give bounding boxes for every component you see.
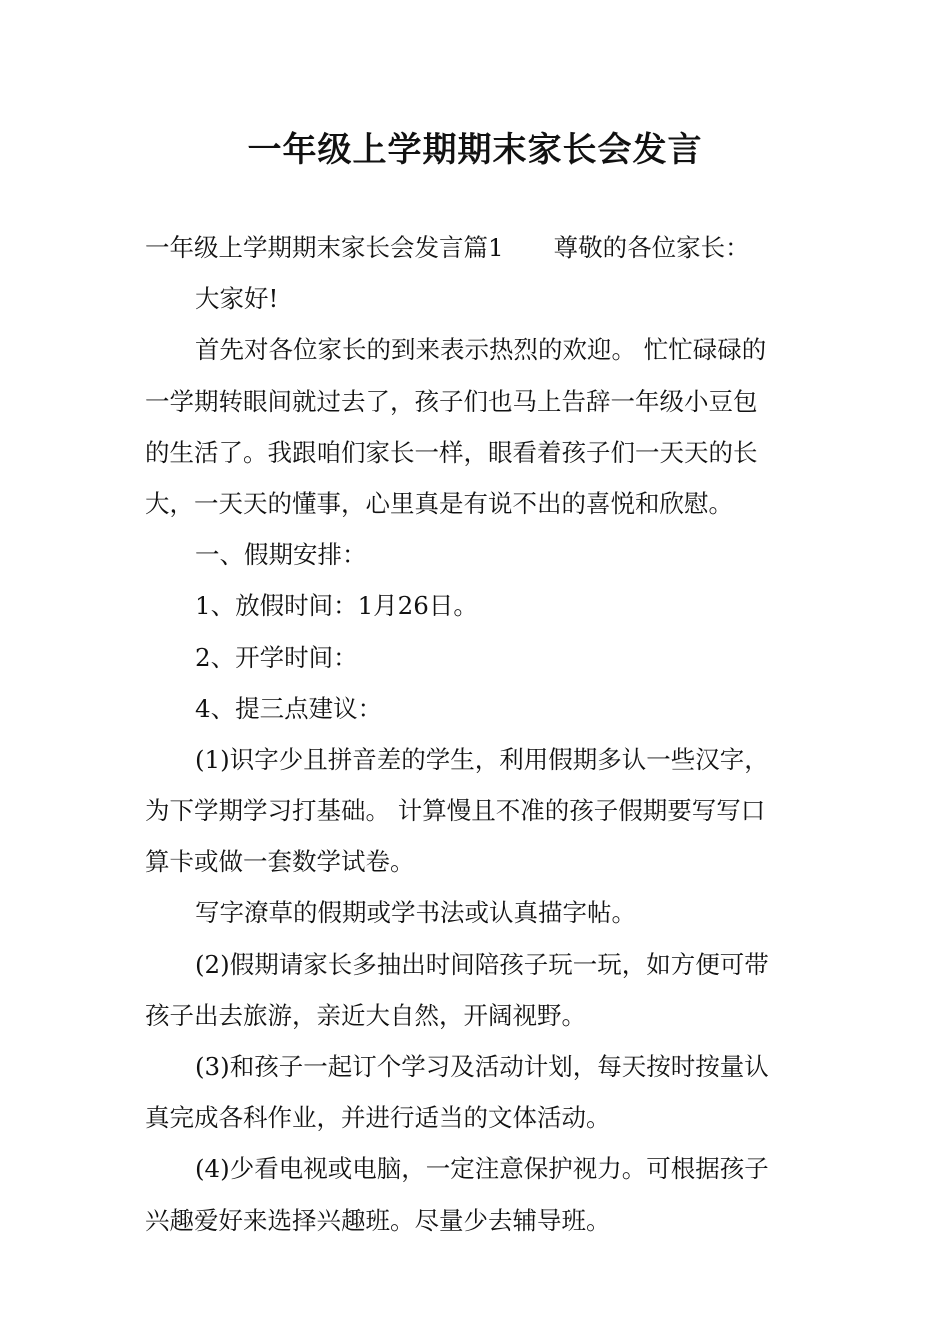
paragraph-line: 为下学期学习打基础。 计算慢且不准的孩子假期要写写口 [145, 796, 766, 826]
paragraph-line: (4)少看电视或电脑，一定注意保护视力。可根据孩子 [195, 1154, 769, 1184]
paragraph-line: 的生活了。我跟咱们家长一样，眼看着孩子们一天天的长 [145, 437, 758, 467]
section-label: 一年级上学期期末家长会发言篇1 [145, 233, 504, 262]
paragraph-line: 大家好! [195, 284, 279, 314]
list-item: 1、放假时间：1月26日。 [195, 591, 478, 621]
section-heading: 一、假期安排： [195, 540, 367, 570]
paragraph-line: 写字潦草的假期或学书法或认真描字帖。 [195, 898, 636, 928]
paragraph-line: 大，一天天的懂事，心里真是有说不出的喜悦和欣慰。 [145, 488, 733, 518]
paragraph-line: (2)假期请家长多抽出时间陪孩子玩一玩，如方便可带 [195, 949, 769, 979]
list-item: 4、提三点建议： [195, 693, 383, 723]
list-item: 2、开学时间： [195, 642, 358, 672]
paragraph-line: 一学期转眼间就过去了，孩子们也马上告辞一年级小豆包 [145, 386, 758, 416]
paragraph-line: 真完成各科作业，并进行适当的文体活动。 [145, 1103, 611, 1133]
document-title: 一年级上学期期末家长会发言 [247, 130, 703, 170]
paragraph-line: (1)识字少且拼音差的学生，利用假期多认一些汉字， [195, 744, 769, 774]
document-body [145, 222, 810, 1246]
paragraph-line: 兴趣爱好来选择兴趣班。尽量少去辅导班。 [145, 1205, 611, 1235]
paragraph-line: 算卡或做一套数学试卷。 [145, 847, 415, 877]
paragraph-line: 孩子出去旅游，亲近大自然，开阔视野。 [145, 1000, 586, 1030]
salutation: 尊敬的各位家长： [553, 233, 750, 262]
paragraph-line: 首先对各位家长的到来表示热烈的欢迎。 忙忙碌碌的 [195, 335, 767, 365]
paragraph-line: (3)和孩子一起订个学习及活动计划，每天按时按量认 [195, 1052, 769, 1081]
header-line [145, 222, 810, 273]
